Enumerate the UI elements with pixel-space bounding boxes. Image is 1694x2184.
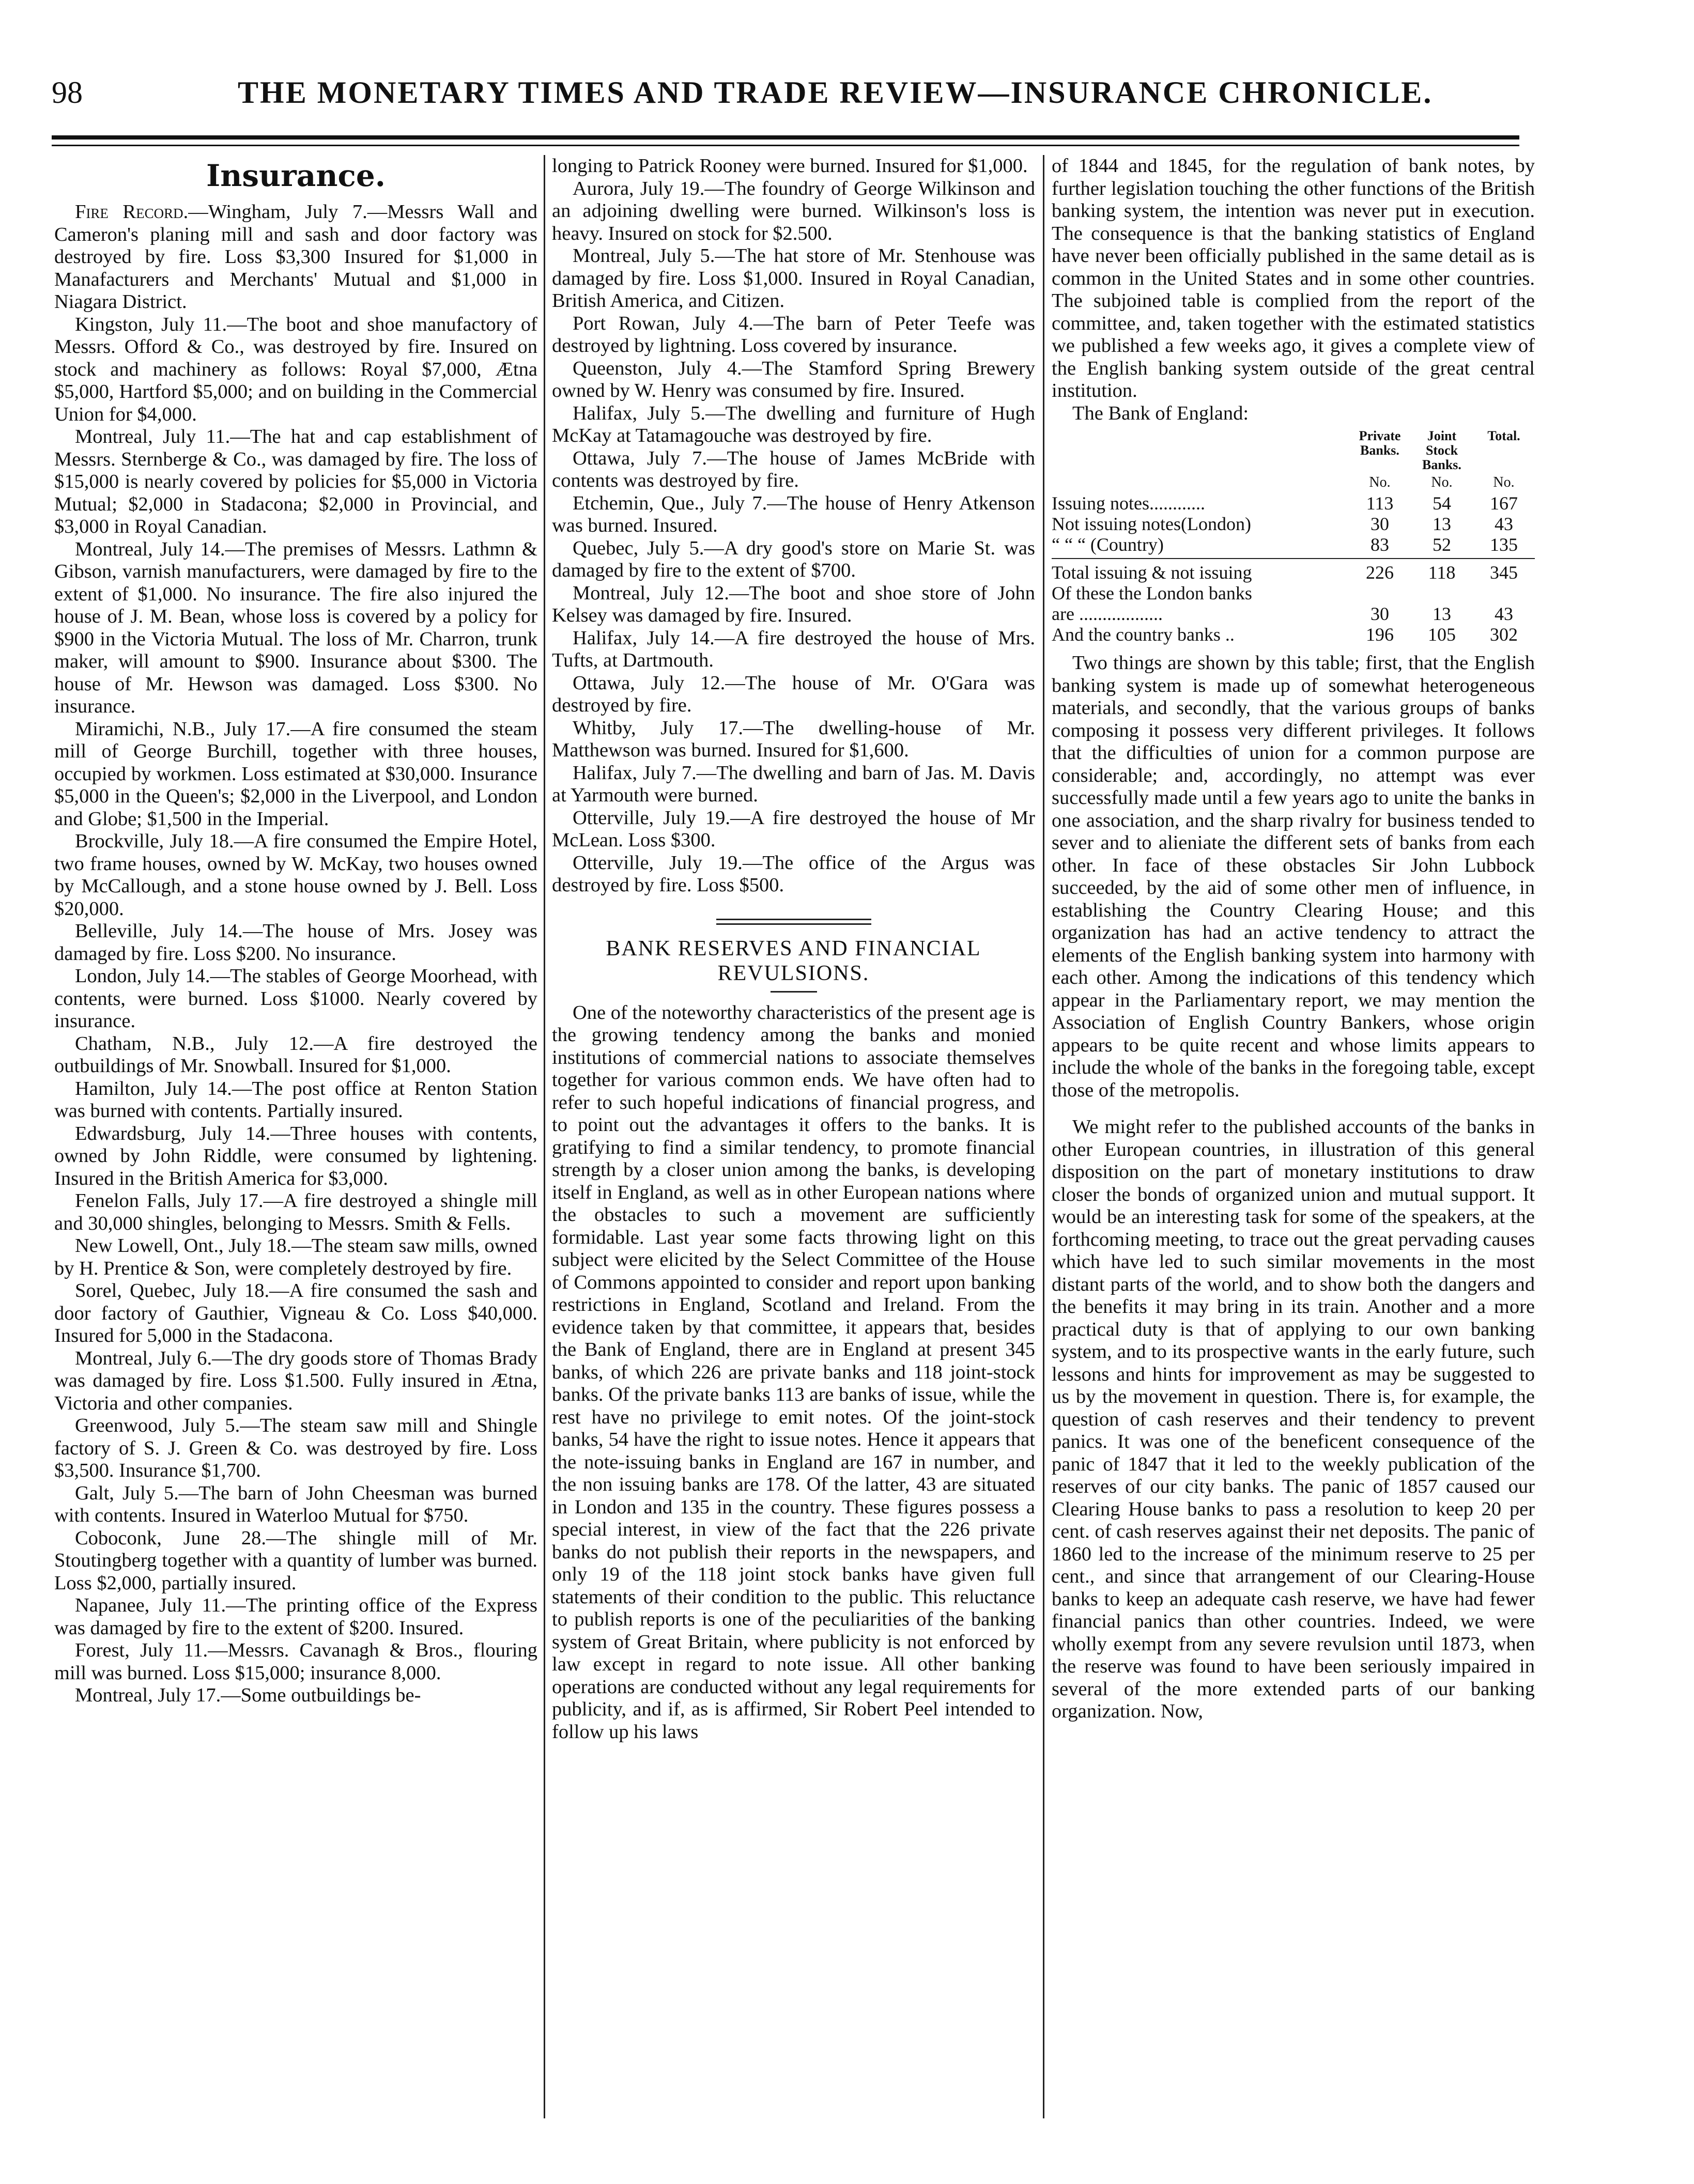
table-intro: The Bank of England:	[1072, 402, 1249, 424]
table-row	[1052, 534, 1535, 555]
cell: 13	[1433, 603, 1451, 624]
fire-item: Napanee, July 11.—The printing office of the Express was damaged by fire to the extent of $200. Insured.	[54, 1594, 537, 1639]
fire-item: Sorel, Quebec, July 18.—A fire consumed the sash and door factory of Gauthier, Vigneau & Co. Loss $40,000. Insured for 5,000 in the Stadacona.	[54, 1280, 537, 1346]
fire-item: Ottawa, July 7.—The house of James McBride with contents was destroyed by fire.	[552, 447, 1035, 491]
fire-record-text: —Wingham, July 7.—Messrs Wall and Cameron's planing mill and sash and door factory was destroyed by fire. Loss $3,300 Insured for $1,000 in Manafacturers and Merchants' Mutual and $1,000 in Niagara District.	[54, 201, 538, 313]
fire-item: Queenston, July 4.—The Stamford Spring Brewery owned by W. Henry was consumed by fire. Insured.	[552, 357, 1035, 401]
column-2	[552, 155, 1035, 1743]
fire-item: Galt, July 5.—The barn of John Cheesman was burned with contents. Insured in Waterloo Mutual for $750.	[54, 1482, 537, 1526]
fire-item: Forest, July 11.—Messrs. Cavanagh & Bros., flouring mill was burned. Loss $15,000; insurance 8,000.	[54, 1639, 537, 1684]
fire-item: Edwardsburg, July 14.—Three houses with contents, owned by John Riddle, were consumed by lightening. Insured in the British America for $3,000.	[54, 1122, 537, 1189]
table-row	[1052, 624, 1535, 645]
cell: 196	[1366, 624, 1394, 645]
column-header: Private Banks.	[1359, 428, 1401, 458]
cell: 52	[1433, 534, 1451, 555]
table-row	[1052, 514, 1535, 534]
fire-item: Port Rowan, July 4.—The barn of Peter Teefe was destroyed by lightning. Loss covered by insurance.	[552, 312, 1035, 357]
running-head: THE MONETARY TIMES AND TRADE REVIEW—INSURANCE CHRONICLE.	[238, 75, 1433, 110]
row-label: are ..................	[1052, 603, 1163, 624]
fire-item: Montreal, July 12.—The boot and shoe store of John Kelsey was damaged by fire. Insured.	[552, 582, 1035, 626]
fire-item: Otterville, July 19.—A fire destroyed the house of Mr McLean. Loss $300.	[552, 807, 1035, 851]
fire-item: Montreal, July 14.—The premises of Messrs. Lathmn & Gibson, varnish manufacturers, were damaged by fire to the extent of $1,000. No insurance. The fire also injured the house of J. M. Bean, whose loss is covered by a policy for $900 in the Victoria Mutual. The loss of Mr. Charron, trunk maker, will amount to $900. Insurance about $300. The house of Mr. Hewson was damaged. Loss $300. No insurance.	[54, 538, 537, 717]
insurance-section-title: Insurance.	[206, 158, 386, 193]
table-row	[1052, 603, 1535, 624]
header-rule-thick	[52, 135, 1519, 140]
cell: 113	[1366, 493, 1394, 514]
fire-item: Coboconk, June 28.—The shingle mill of Mr. Stoutingberg together with a quantity of lumber was burned. Loss $2,000, partially insured.	[54, 1527, 537, 1594]
section-divider-rule	[716, 919, 871, 920]
unit-label: No.	[1493, 474, 1515, 490]
fire-item: Otterville, July 19.—The office of the Argus was destroyed by fire. Loss $500.	[552, 851, 1035, 896]
table-total-row	[1052, 558, 1535, 583]
bank-statistics-table	[1052, 429, 1535, 645]
fire-item: Montreal, July 6.—The dry goods store of Thomas Brady was damaged by fire. Loss $1.500. Fully insured in Ætna, Victoria and other companies.	[54, 1347, 537, 1414]
cell: 43	[1495, 514, 1513, 534]
fire-item: Whitby, July 17.—The dwelling-house of Mr. Matthewson was burned. Insured for $1,600.	[552, 717, 1035, 761]
fire-item: London, July 14.—The stables of George Moorhead, with contents, were burned. Loss $1000. Nearly covered by insurance.	[54, 965, 537, 1032]
cell: 345	[1490, 562, 1518, 583]
fire-item: Aurora, July 19.—The foundry of George Wilkinson and an adjoining dwelling were burned. Wilkinson's loss is heavy. Insured on stock for $2.500.	[552, 177, 1035, 244]
article-paragraph: We might refer to the published accounts of the banks in other European countries, in illustration of this general disposition on the part of monetary institutions to draw closer the bonds of organized union and mutual support. It would be an interesting task for some of the speakers, at the forthcoming meeting, to trace out the great pervading causes which have led to such similar movements in the most distant parts of the world, and to show both the dangers and the benefits it may bring in its train. Another and a more practical duty is that of applying to our own banking system, and to its prospective wants in the early future, such lessons and hints for improvement as may be suggested to us by the movement in question. There is, for example, the question of cash reserves and their tendency to prevent panics. It was one of the beneficent consequence of the panic of 1847 that it led to the weekly publication of the reserves of our city banks. The panic of 1857 caused our Clearing House banks to pass a resolution to keep 20 per cent. of cash reserves against their net deposits. The panic of 1860 led to the increase of the minimum reserve to 25 per cent., and since that arrangement of our Clearing-House banks to keep an adequate cash reserve, we have had fewer financial panics than other countries. Indeed, we were wholly exempt from any severe revulsion until 1873, when the reserve was found to have been seriously impaired in several of the more extended parts of our banking organization. Now,	[1052, 1116, 1535, 1722]
fire-item: Halifax, July 7.—The dwelling and barn of Jas. M. Davis at Yarmouth were burned.	[552, 762, 1035, 806]
cell: 30	[1370, 514, 1389, 534]
cell: 167	[1490, 493, 1518, 514]
column-header: Joint Stock Banks.	[1422, 428, 1461, 472]
fire-record-lead	[54, 201, 537, 314]
fire-item: Greenwood, July 5.—The steam saw mill and Shingle factory of S. J. Green & Co. was destroyed by fire. Loss $3,500. Insurance $1,700.	[54, 1415, 537, 1481]
column-header: Total.	[1487, 428, 1520, 443]
table-units-row	[1052, 472, 1535, 493]
column-1	[54, 155, 537, 1707]
row-label: And the country banks ..	[1052, 624, 1235, 645]
fire-item: Hamilton, July 14.—The post office at Renton Station was burned with contents. Partially insured.	[54, 1077, 537, 1122]
row-label: Not issuing notes(London)	[1052, 514, 1251, 534]
table-header-row	[1052, 429, 1535, 472]
fire-item: New Lowell, Ont., July 18.—The steam saw mills, owned by H. Prentice & Son, were completely destroyed by fire.	[54, 1235, 537, 1279]
fire-item: Montreal, July 5.—The hat store of Mr. Stenhouse was damaged by fire. Loss $1,000. Insured in Royal Canadian, British America, and Citizen.	[552, 245, 1035, 312]
column-divider	[544, 155, 545, 2118]
fire-item: Montreal, July 17.—Some outbuildings be-	[75, 1684, 421, 1706]
article-paragraph: One of the noteworthy characteristics of the present age is the growing tendency among the banks and monied institutions of commercial nations to associate themselves together for various common ends. We have often had to refer to such hopeful indications of financial progress, and to point out the advantages it offers to the banks. It is gratifying to find a similar tendency, to promote financial strength by a closer union among the banks, is developing itself in England, as well as in other European nations where the obstacles to such a movement are sufficiently formidable. Last year some facts throwing light on this subject were elicited by the Select Committee of the House of Commons appointed to consider and report upon banking restrictions in England, Scotland and Ireland. From the evidence taken by that committee, it appears that, besides the Bank of England, there are in England at present 345 banks, of which 226 are private banks and 118 joint-stock banks. Of the private banks 113 are banks of issue, while the rest have no privilege to emit notes. Of the joint-stock banks, 54 have the right to issue notes. Hence it appears that the note-issuing banks in England are 167 in number, and the non issuing banks are 178. Of the latter, 43 are situated in London and 135 in the country. These figures possess a special interest, in view of the fact that the 226 private banks do not publish their reports in the newspapers, and only 19 of the 118 joint stock banks have given full statements of their condition to the public. This reluctance to publish reports is one of the peculiarities of the banking system of Great Britain, where publicity is not enforced by law except in regard to note issue. All other banking operations are conducted without any legal requirements for publicity, and if, as is affirmed, Sir Robert Peel intended to follow up his laws	[552, 1001, 1035, 1743]
paragraph-gap	[1052, 1102, 1535, 1116]
cell: 226	[1366, 562, 1394, 583]
fire-item: Kingston, July 11.—The boot and shoe manufactory of Messrs. Offord & Co., was destroyed by fire. Insured on stock and machinery as follows: Royal $7,000, Ætna $5,000, Hartford $5,000; and on building in the Commercial Union for $4,000.	[54, 313, 537, 425]
row-label: Total issuing & not issuing	[1052, 562, 1252, 583]
fire-item: Chatham, N.B., July 12.—A fire destroyed the outbuildings of Mr. Snowball. Insured for $1,000.	[54, 1032, 537, 1077]
page-number: 98	[52, 75, 83, 110]
fire-item: Etchemin, Que., July 7.—The house of Henry Atkenson was burned. Insured.	[552, 492, 1035, 536]
column-3	[1052, 155, 1535, 1723]
fire-item: Halifax, July 14.—A fire destroyed the house of Mrs. Tufts, at Dartmouth.	[552, 627, 1035, 671]
cell: 83	[1370, 534, 1389, 555]
cell: 135	[1490, 534, 1518, 555]
cell: 13	[1433, 514, 1451, 534]
article-title: BANK RESERVES AND FINANCIAL REVULSIONS.	[606, 936, 981, 985]
unit-label: No.	[1369, 474, 1391, 490]
cell: 302	[1490, 624, 1518, 645]
cell: 54	[1433, 493, 1451, 514]
table-row	[1052, 583, 1535, 603]
section-divider-rule	[716, 923, 871, 925]
page-header	[52, 75, 1550, 121]
column-divider	[1043, 155, 1044, 2118]
fire-record-label: Fire Record.	[75, 201, 189, 223]
header-rule-thin	[52, 145, 1519, 146]
unit-label: No.	[1431, 474, 1453, 490]
fire-item: Quebec, July 5.—A dry good's store on Marie St. was damaged by fire to the extent of $700.	[552, 537, 1035, 581]
cell: 105	[1428, 624, 1456, 645]
cell: 30	[1370, 603, 1389, 624]
article-paragraph: Two things are shown by this table; first, that the English banking system is made up of somewhat heterogeneous materials, and secondly, that the various groups of banks composing it possess very different privileges. It follows that the difficulties of union for a common purpose are considerable; and, accordingly, no attempt was ever successfully made until a few years ago to unite the banks in one association, and the sharp rivalry for business tended to sever and to alieniate the different sets of banks from each other. In face of these obstacles Sir John Lubbock succeeded, by the aid of some other men of influence, in establishing the Country Clearing House; and this organization has had an active tendency to attract the elements of the English banking system into harmony with each other. Among the indications of this tendency which appear in the Parliamentary report, we may mention the Association of English Country Bankers, whose origin appears to be quite recent and whose limits appears to include the whole of the banks in the foregoing table, except those of the metropolis.	[1052, 652, 1535, 1101]
row-label: “ “ “ (Country)	[1052, 534, 1164, 555]
fire-item: Ottawa, July 12.—The house of Mr. O'Gara was destroyed by fire.	[552, 672, 1035, 716]
fire-item: Brockville, July 18.—A fire consumed the Empire Hotel, two frame houses, owned by W. McKay, two houses owned by McCallough, and a stone house owned by J. Bell. Loss $20,000.	[54, 830, 537, 920]
table-row	[1052, 493, 1535, 514]
fire-item: Belleville, July 14.—The house of Mrs. Josey was damaged by fire. Loss $200. No insurance.	[54, 920, 537, 965]
fire-item: Fenelon Falls, July 17.—A fire destroyed a shingle mill and 30,000 shingles, belonging to Messrs. Smith & Fells.	[54, 1190, 537, 1234]
fire-item: Miramichi, N.B., July 17.—A fire consumed the steam mill of George Burchill, together with three houses, occupied by workmen. Loss estimated at $30,000. Insurance $5,000 in the Queen's; $2,000 in the Liverpool, and London and Globe; $1,500 in the Imperial.	[54, 718, 537, 830]
row-label: Of these the London banks	[1052, 583, 1252, 603]
cell: 118	[1428, 562, 1456, 583]
fire-item: longing to Patrick Rooney were burned. Insured for $1,000.	[552, 155, 1028, 177]
row-label: Issuing notes............	[1052, 493, 1205, 514]
cell: 43	[1495, 603, 1513, 624]
fire-item: Montreal, July 11.—The hat and cap establishment of Messrs. Sternberge & Co., was damaged by fire. The loss of $15,000 is nearly covered by policies for $5,000 in Victoria Mutual; $2,000 in Stadacona; $2,000 in Provincial, and $3,000 in Royal Canadian.	[54, 426, 537, 537]
article-paragraph: of 1844 and 1845, for the regulation of bank notes, by further legislation touching the other functions of the British banking system, the intention was never put in execution. The consequence is that the banking statistics of England have never been officially published in the same detail as is common in the United States and in some other countries. The subjoined table is complied from the report of the committee, and, taken together with the estimated statistics we published a few weeks ago, it gives a complete view of the English banking system outside of the great central institution.	[1052, 155, 1535, 401]
fire-item: Halifax, July 5.—The dwelling and furniture of Hugh McKay at Tatamagouche was destroyed by fire.	[552, 402, 1035, 446]
title-rule	[771, 991, 817, 993]
